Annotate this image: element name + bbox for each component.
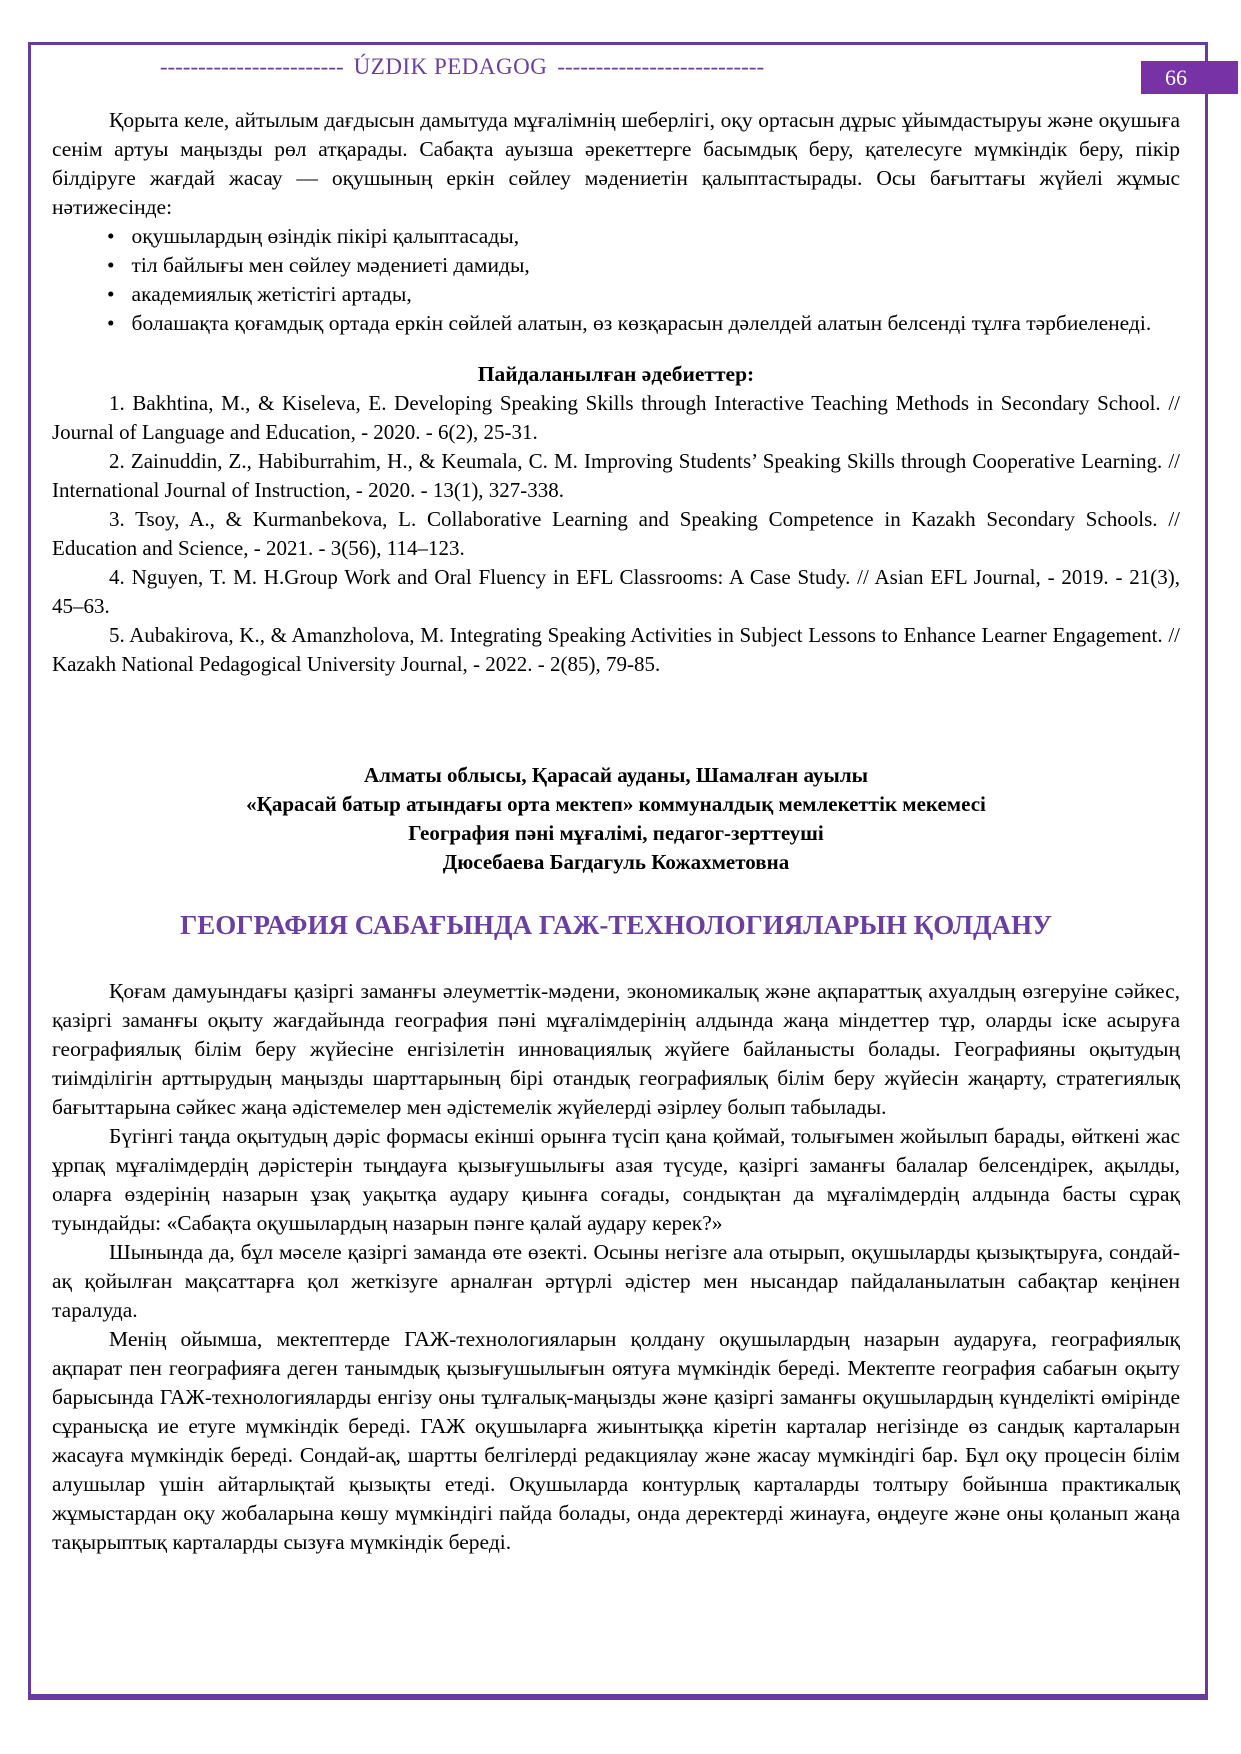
article-paragraph: Бүгінгі таңда оқытудың дәріс формасы екінші орынға түсіп қана қоймай, толығымен жойылып барады, өйткені жас ұрпақ мұғалімдердің дәрістерін тыңдауға қызығушылығы азая түсуде, қазіргі заманғы балалар белсендірек, ақылды, оларға өздерінің назарын ұзақ уақытқа аудару қиынға соғады, сондықтан да мұғалімдердің алдында басты сұрақ туындайды: «Сабақта оқушылардың назарын пәнге қалай аудару керек?» — [52, 1124, 1180, 1235]
intro-paragraph: Қорыта келе, айтылым дағдысын дамытуда мұғалімнің шеберлігі, оқу ортасын дұрыс ұйымдастыруы және оқушыға сенім артуы маңызды рөл атқарады. Сабақта ауызша әрекеттерге басымдық беру, қателесуге мүмкіндік беру, пікір білдіруге жағдай жасау — оқушының еркін сөйлеу мәдениетін қалыптастырады. Осы бағыттағы жүйелі жұмыс нәтижесінде: — [52, 108, 1180, 219]
references-list — [52, 389, 1180, 679]
author-line: «Қарасай батыр атындағы орта мектеп» коммуналдық мемлекеттік мекемесі — [246, 792, 986, 816]
header-dashes-right: --------------------------- — [557, 54, 765, 79]
article-paragraph: Менің ойымша, мектептерде ГАЖ-технологияларын қолдану оқушылардың назарын аударуға, географиялық ақпарат пен географияға деген танымдық қызығушылығын оятуға мүмкіндік береді. Мектепте география сабағын оқыту барысында ГАЖ-технологияларды енгізу оны тұлғалық-маңызды және қазіргі заманғы оқушылардың күнделікті өмірінде сұранысқа ие етуге мүмкіндік береді. ГАЖ оқушыларға жиынтыққа кіретін карталар негізінде өз сандық карталарын жасауға мүмкіндік береді. Сондай-ақ, шартты белгілерді редакциялау және жасау мүмкіндігі бар. Бұл оқу процесін білім алушылар үшін айтарлықтай қызықты етеді. Оқушыларда контурлық карталарды толтыру бойынша практикалық жұмыстардан оқу жобаларына көшу мүмкіндігі пайда болады, онда деректерді жинауға, өңдеуге және оны қоланып жаңа тақырыптық карталарды сызуға мүмкіндік береді. — [52, 1327, 1180, 1554]
reference-item: 2. Zainuddin, Z., Habiburrahim, H., & Keumala, C. M. Improving Students’ Speaking Skills through Cooperative Learning. // International Journal of Instruction, - 2020. - 13(1), 327-338. — [52, 449, 1180, 502]
page-number: 66 — [1165, 65, 1187, 90]
article-paragraph: Шынында да, бұл мәселе қазіргі заманда өте өзекті. Осыны негізге ала отырып, оқушыларды қызықтыруға, сондай-ақ қойылған мақсаттарға қол жеткізуге арналған әртүрлі әдістер мен нысандар пайдаланылатын сабақтар кеңінен таралуда. — [52, 1240, 1180, 1322]
bullet-icon: • — [107, 224, 115, 248]
article-title: ГЕОГРАФИЯ САБАҒЫНДА ГАЖ-ТЕХНОЛОГИЯЛАРЫН ҚОЛДАНУ — [180, 910, 1052, 940]
references-heading: Пайдаланылған әдебиеттер: — [477, 362, 755, 386]
reference-item: 4. Nguyen, T. M. H.Group Work and Oral Fluency in EFL Classrooms: A Case Study. // Asian EFL Journal, - 2019. - 21(3), 45–63. — [52, 565, 1180, 618]
reference-item: 3. Tsoy, A., & Kurmanbekova, L. Collaborative Learning and Speaking Competence in Kazakh Secondary Schools. // Education and Science, - 2021. - 3(56), 114–123. — [52, 507, 1180, 560]
bullet-list — [52, 222, 1180, 338]
bullet-text: болашақта қоғамдық ортада еркін сөйлей алатын, өз көзқарасын дәлелдей алатын белсенді тұлға тәрбиеленеді. — [131, 311, 1152, 335]
author-block — [52, 761, 1180, 877]
bullet-icon: • — [107, 311, 115, 335]
article-paragraph: Қоғам дамуындағы қазіргі заманғы әлеуметтік-мәдени, экономикалық және ақпараттық ахуалдың өзгеруіне сәйкес, қазіргі заманғы оқыту жағдайында география пәні мұғалімдерінің алдында жаңа міндеттер тұр, оларды іске асыруға географиялық білім беру жүйесіне енгізілетін инновациялық жүйеге байланысты болады. Географияны оқытудың тиімділігін арттырудың маңызды шарттарының бірі отандық географиялық білім беру жүйесін жаңарту, стратегиялық бағыттарына сәйкес жаңа әдістемелер мен әдістемелік жүйелерді әзірлеу болып табылады. — [52, 979, 1180, 1119]
page-number-badge — [1141, 61, 1238, 94]
author-line: Алматы облысы, Қарасай ауданы, Шамалған ауылы — [363, 763, 869, 787]
article-body — [52, 977, 1180, 1557]
header-dashes-left: ------------------------ — [159, 54, 344, 79]
bullet-item — [52, 251, 1180, 280]
page-content — [31, 52, 1205, 1557]
author-line: География пәні мұғалімі, педагог-зерттеуші — [408, 821, 824, 845]
page-header — [152, 52, 772, 82]
page-frame — [28, 42, 1208, 1700]
bullet-text: тіл байлығы мен сөйлеу мәдениеті дамиды, — [131, 253, 530, 277]
bullet-text: оқушылардың өзіндік пікірі қалыптасады, — [131, 224, 520, 248]
bullet-item — [52, 309, 1180, 338]
bullet-icon: • — [107, 253, 115, 277]
header-title: ÚZDIK PEDAGOG — [353, 54, 548, 79]
bullet-item — [52, 280, 1180, 309]
bullet-item — [52, 222, 1180, 251]
bullet-icon: • — [107, 282, 115, 306]
reference-item: 5. Aubakirova, K., & Amanzholova, M. Integrating Speaking Activities in Subject Lessons to Enhance Learner Engagement. // Kazakh National Pedagogical University Journal, - 2022. - 2(85), 79-85. — [52, 623, 1180, 676]
reference-item: 1. Bakhtina, M., & Kiseleva, E. Developing Speaking Skills through Interactive Teaching Methods in Secondary School. // Journal of Language and Education, - 2020. - 6(2), 25-31. — [52, 391, 1180, 444]
author-line: Дюсебаева Багдагуль Кожахметовна — [442, 850, 790, 874]
bullet-text: академиялық жетістігі артады, — [131, 282, 412, 306]
